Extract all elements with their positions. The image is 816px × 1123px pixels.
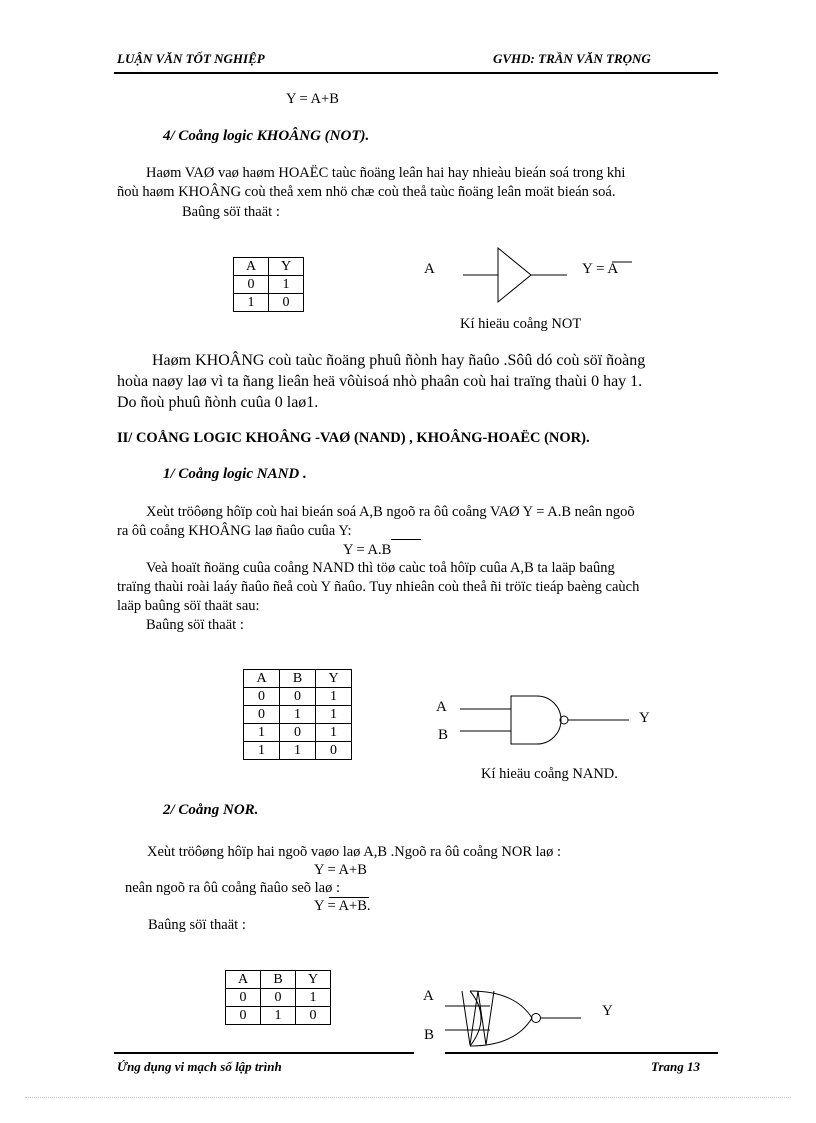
- nor-input-a: A: [423, 988, 434, 1004]
- nor-formula1: Y = A+B: [314, 862, 367, 878]
- table-cell: 0: [269, 294, 304, 312]
- col-y-header: Y: [269, 258, 304, 276]
- nand-input-b: B: [438, 727, 449, 743]
- table-cell: 1: [280, 742, 316, 760]
- table-cell: 1: [269, 276, 304, 294]
- not-para1-line2: ñoù haøm KHOÂNG coù theå xem nhö chæ coù theå taùc ñoäng leân moät bieán soá.: [117, 184, 616, 200]
- table-cell: 1: [316, 706, 352, 724]
- table-cell: 1: [234, 294, 269, 312]
- col-a-header: A: [226, 971, 261, 989]
- not-para2-line2: hoùa naøy laø vì ta ñang lieân heä vôùisoá nhò phaân coù hai traïng thaùi 0 hay 1.: [117, 373, 643, 390]
- nand-para1-line2: ra ôû coång KHOÂNG laø ñaûo cuûa Y:: [117, 523, 352, 539]
- table-cell: 1: [261, 1007, 296, 1025]
- footer-rule-right: [445, 1052, 718, 1054]
- footer-left: Ứng dụng vi mạch số lập trình: [117, 1059, 282, 1074]
- table-cell: 0: [226, 989, 261, 1007]
- col-b-header: B: [280, 670, 316, 688]
- col-a-header: A: [244, 670, 280, 688]
- table-cell: 1: [316, 724, 352, 742]
- nand-table-label: Baûng söï thaät :: [146, 617, 244, 633]
- nand-caption: Kí hieäu coång NAND.: [481, 766, 618, 782]
- footer-page-number: Trang 13: [651, 1059, 700, 1074]
- nor-table-label: Baûng söï thaät :: [148, 917, 246, 933]
- page-break-line: [25, 1097, 791, 1098]
- table-cell: 0: [234, 276, 269, 294]
- table-cell: 0: [226, 1007, 261, 1025]
- nor-input-b: B: [424, 1027, 435, 1043]
- table-cell: 0: [280, 688, 316, 706]
- formula-top: Y = A+B: [286, 91, 339, 107]
- nor-heading: 2/ Coång NOR.: [163, 802, 259, 818]
- nor-para1: Xeùt tröôøng hôïp hai ngoõ vaøo laø A,B .Ngoõ ra ôû coång NOR laø :: [147, 844, 561, 860]
- not-table-label: Baûng söï thaät :: [182, 204, 280, 220]
- col-y-header: Y: [316, 670, 352, 688]
- table-cell: 1: [244, 742, 280, 760]
- nor-formula2: Y = A+B.: [314, 898, 371, 914]
- table-cell: 1: [280, 706, 316, 724]
- nand-para2-line1: Veà hoaït ñoäng cuûa coång NAND thì töø caùc toå hôïp cuûa A,B ta laäp baûng: [146, 560, 615, 576]
- nand-para2-line2: traïng thaùi roài laáy ñaûo ñeå coù Y ñaûo. Tuy nhieân coù theå ñi tröïc tieáp baèng caùch: [117, 579, 640, 595]
- not-input-a: A: [424, 261, 435, 277]
- nand-para1-line1: Xeùt tröôøng hôïp coù hai bieán soá A,B ngoõ ra ôû coång VAØ Y = A.B neân ngoõ: [146, 504, 635, 520]
- table-cell: 0: [244, 706, 280, 724]
- not-para1-line1: Haøm VAØ vaø haøm HOAËC taùc ñoäng leân hai hay nhieàu bieán soá trong khi: [146, 165, 626, 181]
- not-para2-line3: Do ñoù phuû ñònh cuûa 0 laø1.: [117, 394, 319, 411]
- table-cell: 0: [316, 742, 352, 760]
- table-cell: 0: [296, 1007, 331, 1025]
- table-cell: 1: [316, 688, 352, 706]
- nand-para2-line3: laäp baûng söï thaät sau:: [117, 598, 260, 614]
- footer-rule-left: [114, 1052, 414, 1054]
- table-cell: 0: [280, 724, 316, 742]
- nor-para2: neân ngoõ ra ôû coång ñaûo seõ laø :: [125, 880, 341, 896]
- section2-heading: II/ COÅNG LOGIC KHOÂNG -VAØ (NAND) , KHOÂNG-HOAËC (NOR).: [117, 430, 590, 446]
- not-output-y: Y = A: [582, 261, 619, 277]
- nand-input-a: A: [436, 699, 447, 715]
- nand-output-y: Y: [639, 710, 650, 726]
- col-a-header: A: [234, 258, 269, 276]
- nand-formula: Y = A.B: [343, 542, 392, 558]
- table-cell: 1: [296, 989, 331, 1007]
- header-right: GVHD: TRẦN VĂN TRỌNG: [493, 51, 651, 66]
- header-left: LUẬN VĂN TỐT NGHIỆP: [117, 51, 265, 66]
- nand-heading: 1/ Coång logic NAND .: [163, 466, 307, 482]
- not-caption: Kí hieäu coång NOT: [460, 316, 582, 332]
- table-cell: 0: [244, 688, 280, 706]
- table-cell: 0: [261, 989, 296, 1007]
- col-b-header: B: [261, 971, 296, 989]
- col-y-header: Y: [296, 971, 331, 989]
- not-para2-line1: Haøm KHOÂNG coù taùc ñoäng phuû ñònh hay ñaûo .Sôû dó coù söï ñoàng: [152, 352, 646, 369]
- not-heading: 4/ Coång logic KHOÂNG (NOT).: [163, 128, 370, 144]
- table-cell: 1: [244, 724, 280, 742]
- nor-output-y: Y: [602, 1003, 613, 1019]
